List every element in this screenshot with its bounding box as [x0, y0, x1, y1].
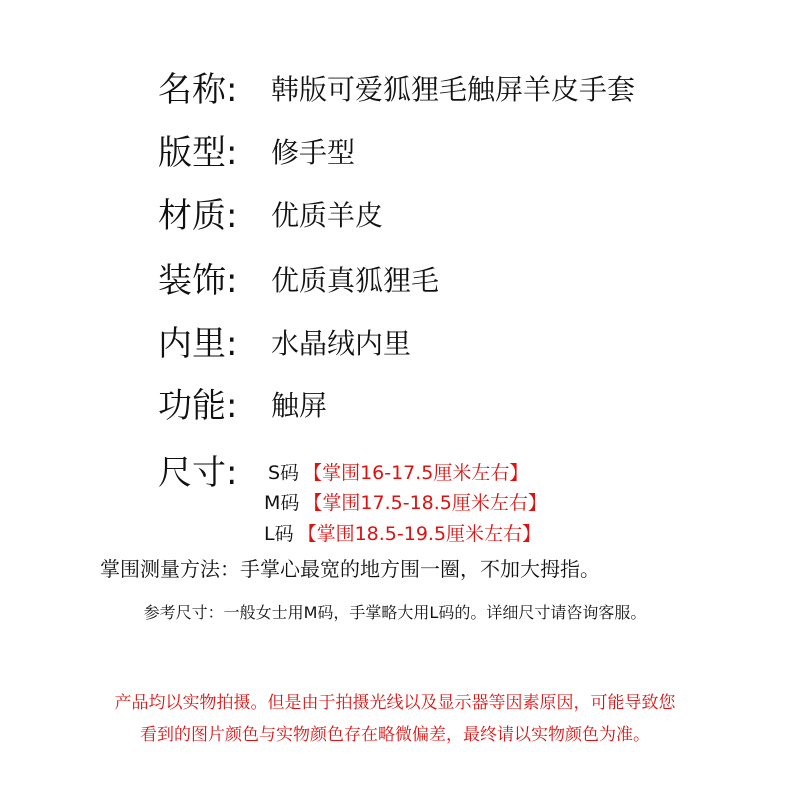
spec-label: 尺寸: [158, 453, 238, 493]
size-range: 【掌围18.5-19.5厘米左右】 [297, 523, 542, 545]
size-option-l [264, 521, 541, 547]
size-range: 【掌围17.5-18.5厘米左右】 [303, 492, 547, 514]
spec-value: 优质真狐狸毛 [271, 264, 440, 297]
spec-label: 功能: [158, 386, 238, 426]
size-code: S码 [268, 462, 300, 484]
spec-label: 内里: [158, 324, 238, 364]
spec-value: 水晶绒内里 [271, 327, 412, 360]
reference-note: 参考尺寸：一般女士用M码，手掌略大用L码的。详细尺寸请咨询客服。 [143, 603, 647, 622]
size-option-s [268, 460, 528, 486]
measure-note: 掌围测量方法：手掌心最宽的地方围一圈，不加大拇指。 [100, 557, 600, 581]
size-option-m [264, 490, 547, 516]
spec-value: 修手型 [271, 136, 356, 169]
spec-value: 韩版可爱狐狸毛触屏羊皮手套 [271, 73, 636, 106]
disclaimer-line: 产品均以实物拍摄。但是由于拍摄光线以及显示器等因素原因，可能导致您 [114, 693, 676, 713]
spec-label: 版型: [158, 133, 238, 173]
spec-value: 触屏 [271, 389, 328, 422]
size-code: M码 [264, 492, 300, 514]
spec-label: 名称: [158, 70, 238, 110]
size-range: 【掌围16-17.5厘米左右】 [303, 462, 529, 484]
spec-label: 材质: [158, 196, 238, 236]
spec-value: 优质羊皮 [271, 199, 384, 232]
spec-label: 装饰: [158, 261, 238, 301]
disclaimer-line: 看到的图片颜色与实物颜色存在略微偏差，最终请以实物颜色为准。 [140, 725, 650, 745]
size-code: L码 [264, 523, 294, 545]
